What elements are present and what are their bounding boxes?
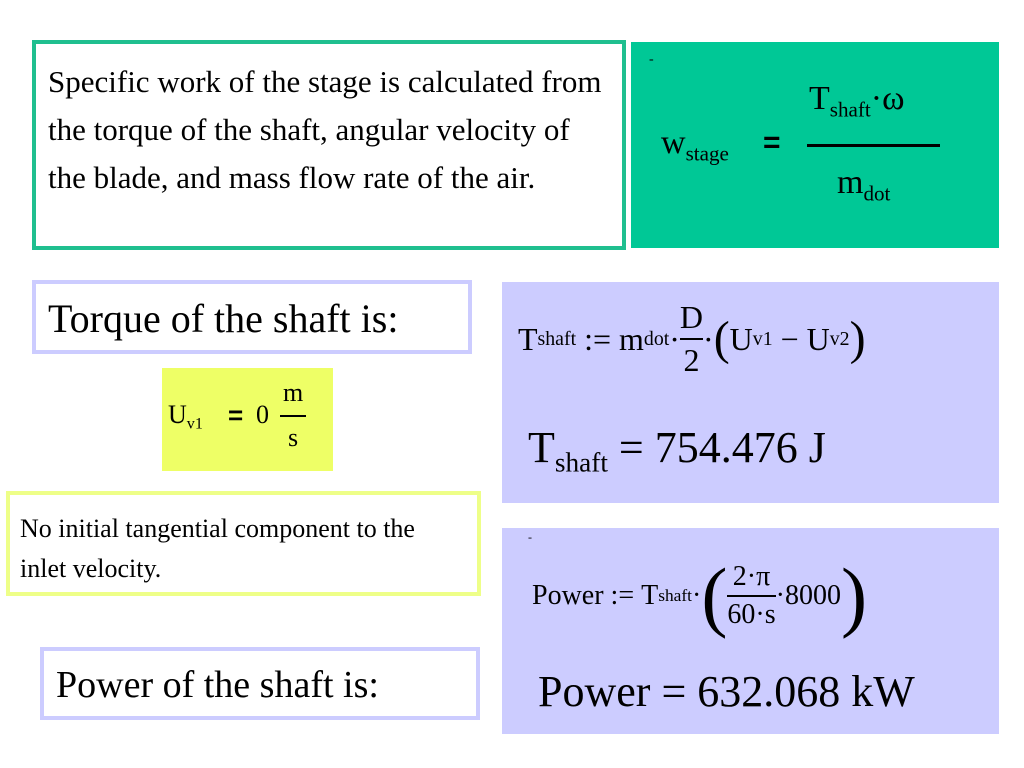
torque-result: $T_{shaft} = 754.476$ J	[528, 423, 826, 478]
uv1-unit-numerator: m	[283, 378, 304, 407]
d-over-2-fraction: $\frac{D}{2}$	[679, 299, 704, 378]
torque-label	[32, 280, 472, 354]
power-formula-box	[502, 528, 999, 734]
work-equals: =	[763, 126, 781, 159]
description-text: Specific work of the stage is calculated from the torque of the shaft, angular velocity of the blade, and mass flow rate of the air.	[48, 64, 602, 195]
uv1-value: 0	[256, 400, 269, 429]
fraction-bar	[280, 415, 306, 417]
uv1-unit-denominator: s	[288, 423, 299, 452]
note-text: No initial tangential component to the inlet velocity.	[20, 514, 415, 583]
torque-value: 754.476	[654, 423, 798, 472]
work-denominator: $m_{dot}$	[837, 164, 891, 206]
fraction-bar	[807, 144, 940, 147]
torque-label-text: Torque of the shaft is:	[48, 296, 399, 341]
power-definition: Power := T shaft · ( $\frac{2\cdot\pi}{60\cdot s}$ ·8000 )	[532, 551, 868, 639]
torque-definition: T shaft := m dot · $\frac{D}{2}$ · ( U v1 − U v2 )	[518, 299, 866, 378]
power-result: Power = 632.068 kW	[538, 667, 915, 716]
omega-fraction: $\frac{2\cdot\pi}{60\cdot s}$	[727, 561, 776, 630]
stage-work-formula	[631, 42, 999, 248]
inlet-velocity-note	[6, 491, 481, 596]
power-label-text: Power of the shaft is:	[56, 664, 379, 706]
formula-marker: -	[649, 52, 654, 67]
uv1-definition	[162, 368, 333, 471]
stage-work-description	[32, 40, 626, 250]
power-value: 632.068	[697, 667, 841, 716]
torque-formula-box	[502, 282, 999, 503]
uv1-equals: =	[228, 400, 244, 430]
formula-marker: -	[528, 530, 532, 544]
work-lhs: $w_{stage}$	[661, 124, 729, 166]
work-numerator: $T_{shaft}\cdot\omega$	[809, 80, 905, 122]
uv1-lhs: $U_{v1}$	[168, 400, 203, 433]
power-label	[40, 647, 480, 720]
